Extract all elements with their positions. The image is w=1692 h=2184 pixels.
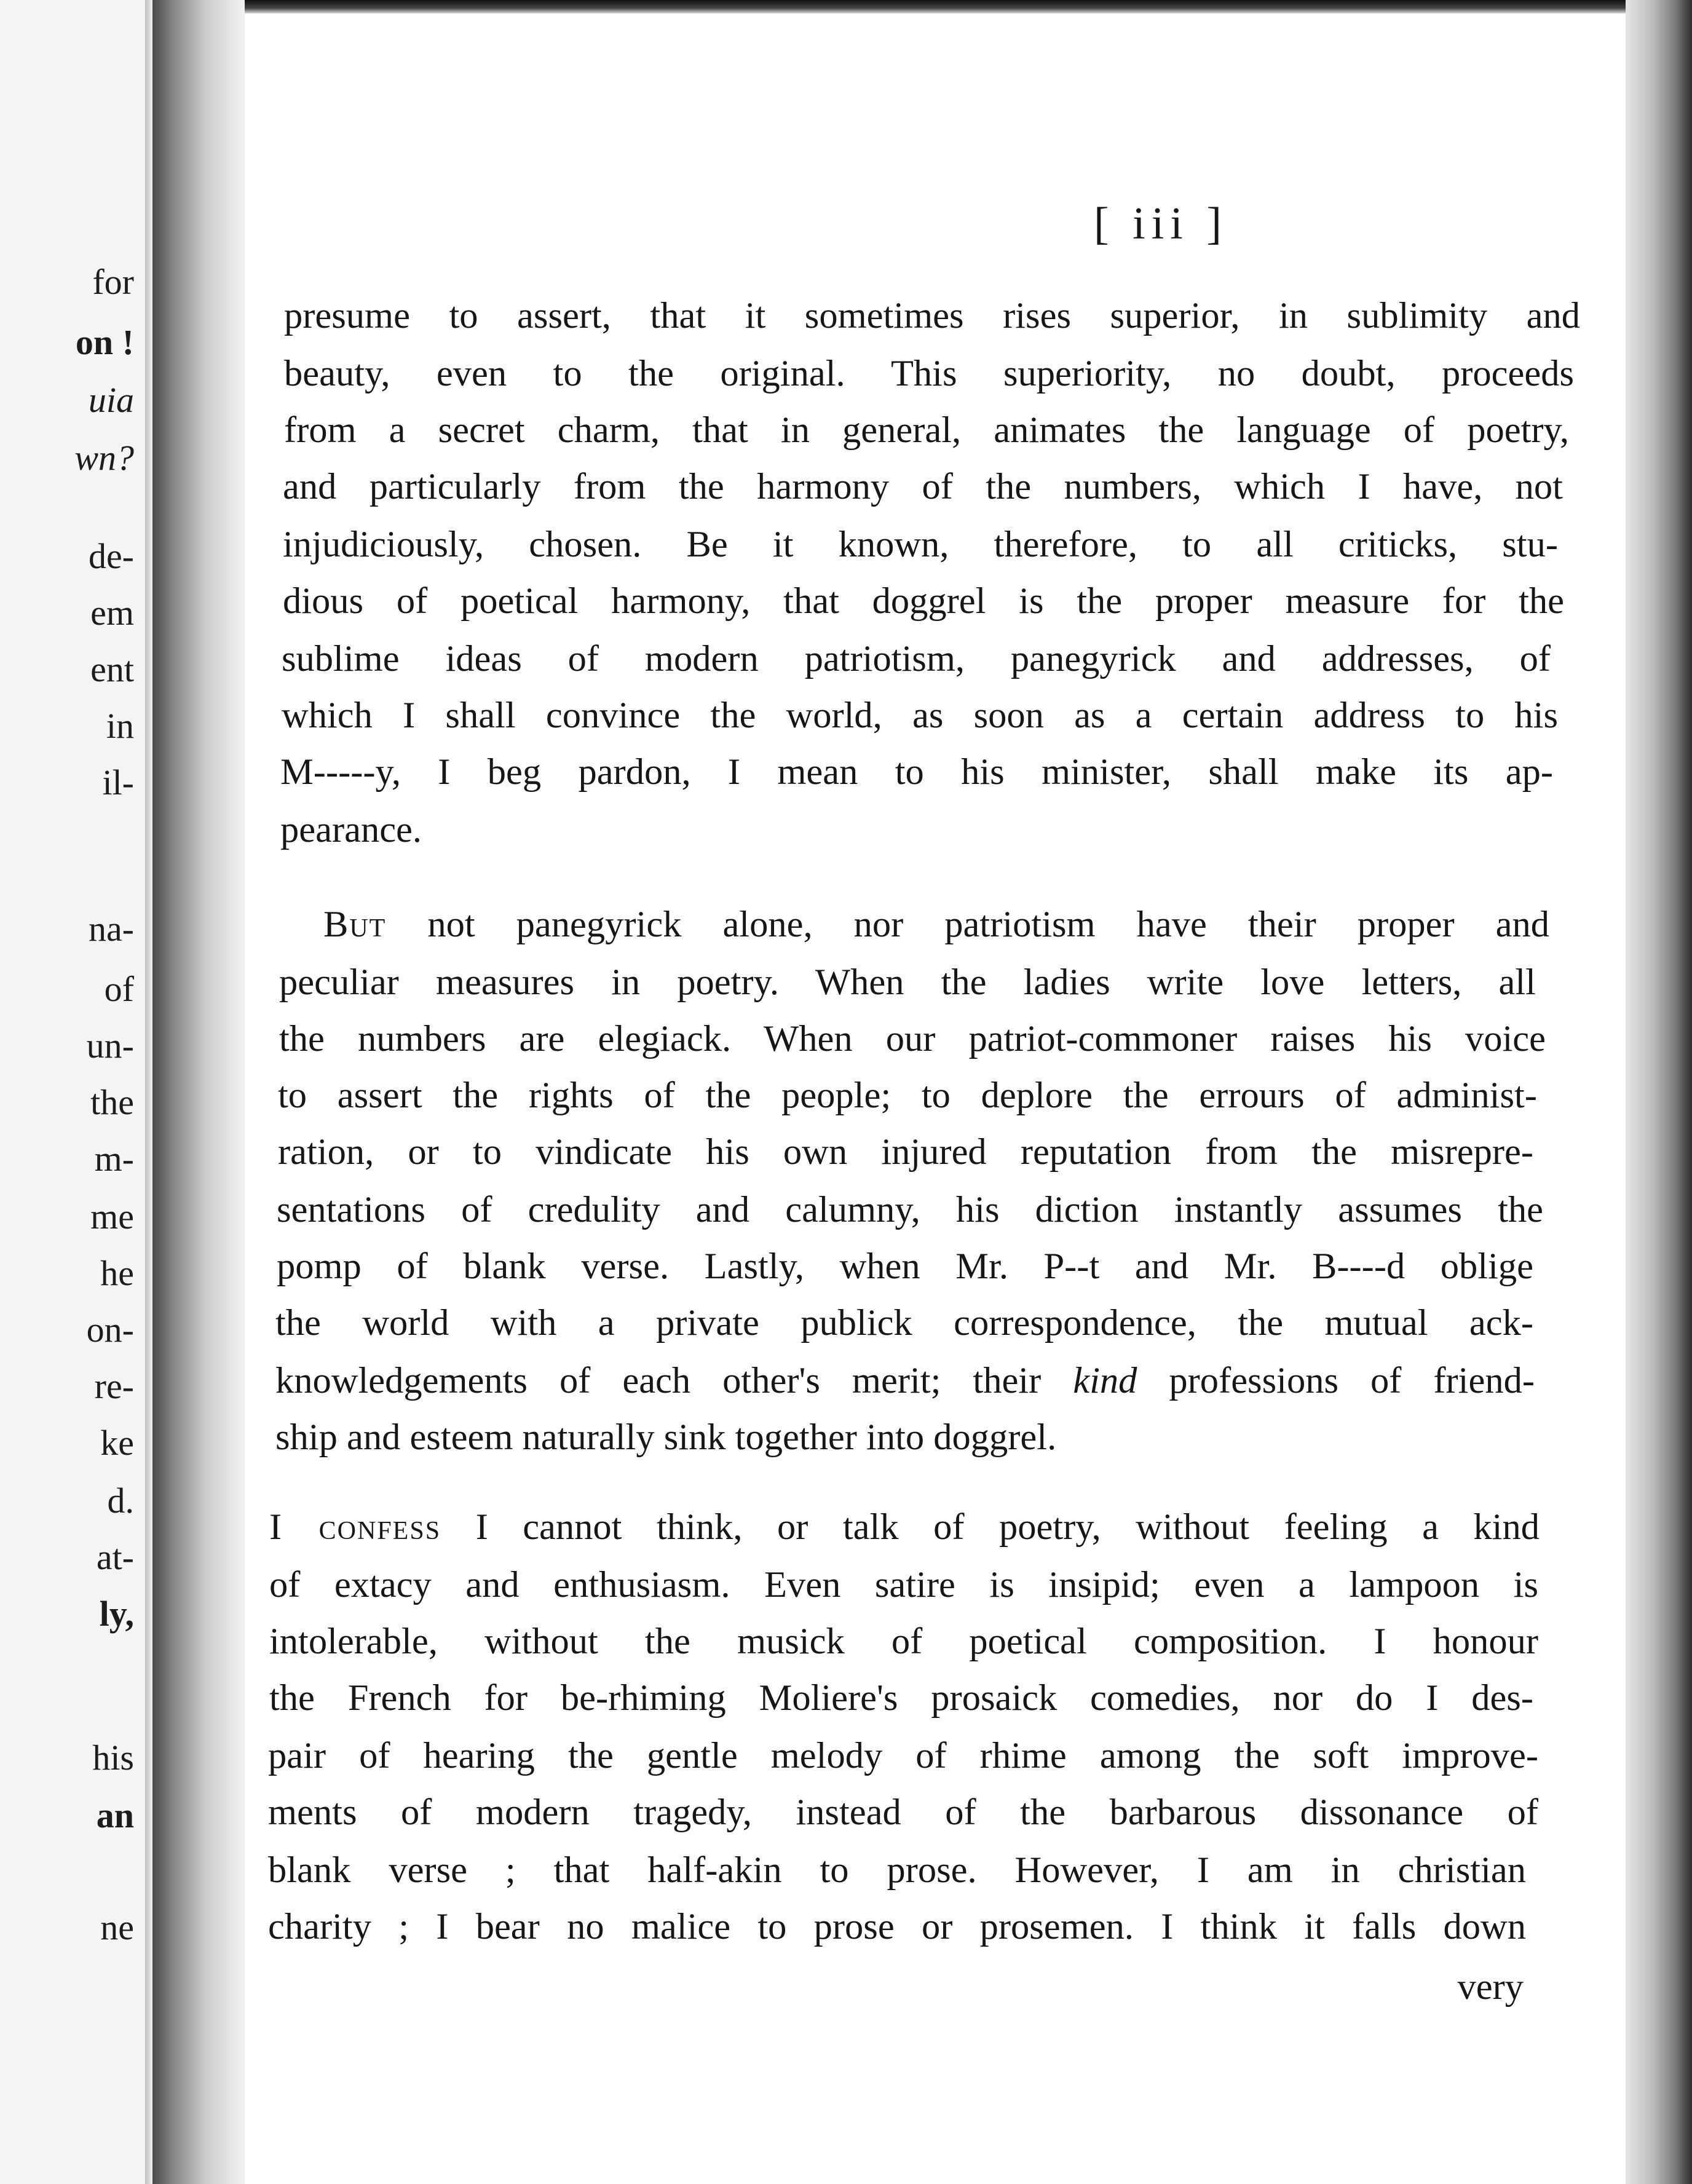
text-line: of extacy and enthusiasm. Even satire is insipid; even a lampoon is bbox=[269, 1564, 1538, 1605]
text-line: M-----y, I beg pardon, I mean to his minister, shall make its ap- bbox=[280, 751, 1553, 793]
text-line: pair of hearing the gentle melody of rhime among the soft improve- bbox=[268, 1735, 1538, 1776]
facing-page-line: re- bbox=[94, 1366, 134, 1406]
facing-page-line: ke bbox=[100, 1423, 134, 1463]
facing-page-line: em bbox=[90, 593, 134, 633]
facing-page-line: ne bbox=[100, 1907, 134, 1947]
facing-page-line: d. bbox=[107, 1481, 134, 1521]
text-line: ments of modern tragedy, instead of the barbarous dissonance of bbox=[268, 1792, 1538, 1833]
text-line: which I shall convince the world, as soon as a certain address to his bbox=[282, 695, 1558, 736]
text-line: dious of poetical harmony, that doggrel is the proper measure for the bbox=[283, 580, 1564, 622]
facing-page-line: on ! bbox=[75, 322, 134, 362]
text-line: peculiar measures in poetry. When the ladies write love letters, all bbox=[279, 962, 1536, 1003]
page-number: [ iii ] bbox=[1094, 199, 1228, 249]
text-line: pearance. bbox=[280, 809, 422, 850]
text-line: the world with a private publick correspondence, the mutual ack- bbox=[275, 1302, 1533, 1343]
text-line: I confess I cannot think, or talk of poetry, without feeling a kind bbox=[269, 1506, 1540, 1548]
facing-page-line: ent bbox=[90, 649, 134, 689]
catchword: very bbox=[1457, 1966, 1524, 2008]
facing-page-line: un- bbox=[86, 1026, 134, 1066]
facing-page-line: the bbox=[90, 1082, 134, 1122]
small-caps-lead: But bbox=[323, 904, 387, 945]
facing-page-line: ly, bbox=[99, 1594, 134, 1634]
facing-page-line: de- bbox=[88, 536, 134, 576]
italic-word: kind bbox=[1073, 1360, 1137, 1401]
facing-page-line: he bbox=[100, 1253, 134, 1293]
facing-page-line: in bbox=[106, 706, 134, 746]
facing-page-line: il- bbox=[102, 762, 134, 802]
facing-page-line: for bbox=[92, 262, 134, 302]
facing-page-line: me bbox=[90, 1197, 134, 1236]
text-line: ship and esteem naturally sink together into doggrel. bbox=[275, 1417, 1057, 1458]
text-line: blank verse ; that half-akin to prose. However, I am in christian bbox=[268, 1850, 1526, 1891]
page-top-edge bbox=[245, 0, 1692, 14]
facing-page-line: at- bbox=[96, 1537, 134, 1577]
text-line: presume to assert, that it sometimes rises superior, in sublimity and bbox=[284, 295, 1580, 336]
book-gutter-shadow bbox=[152, 0, 245, 2184]
text-line: injudiciously, chosen. Be it known, therefore, to all criticks, stu- bbox=[283, 524, 1558, 565]
facing-page-line: wn? bbox=[74, 438, 134, 478]
facing-page-line: an bbox=[96, 1795, 134, 1835]
text-line: to assert the rights of the people; to deplore the errours of administ- bbox=[278, 1075, 1537, 1116]
text-line: sublime ideas of modern patriotism, panegyrick and addresses, of bbox=[282, 638, 1551, 679]
text-line: intolerable, without the musick of poetical composition. I honour bbox=[269, 1621, 1538, 1662]
page-right-edge bbox=[1626, 0, 1692, 2184]
facing-page-fragment bbox=[0, 0, 145, 2184]
text-line: and particularly from the harmony of the numbers, which I have, not bbox=[283, 466, 1563, 507]
text-line: knowledgements of each other's merit; their kind professions of friend- bbox=[275, 1360, 1535, 1401]
facing-page-edge bbox=[145, 0, 152, 2184]
text-line: But not panegyrick alone, nor patriotism have their proper and bbox=[323, 904, 1549, 945]
facing-page-line: his bbox=[92, 1738, 134, 1778]
text-line: beauty, even to the original. This superiority, no doubt, proceeds bbox=[284, 353, 1574, 394]
facing-page-line: m- bbox=[94, 1139, 134, 1179]
text-line: from a secret charm, that in general, animates the language of poetry, bbox=[284, 410, 1569, 451]
facing-page-line: na- bbox=[88, 909, 134, 949]
facing-page-line: of bbox=[104, 969, 134, 1009]
text-line: ration, or to vindicate his own injured reputation from the misrepre- bbox=[278, 1131, 1533, 1173]
text-line: the numbers are elegiack. When our patriot-commoner raises his voice bbox=[279, 1018, 1546, 1059]
book-page bbox=[245, 14, 1626, 2184]
facing-page-line: on- bbox=[86, 1310, 134, 1350]
text-line: sentations of credulity and calumny, his diction instantly assumes the bbox=[277, 1189, 1543, 1230]
text-line: the French for be-rhiming Moliere's prosaick comedies, nor do I des- bbox=[269, 1677, 1533, 1719]
small-caps-lead: I confess bbox=[269, 1506, 441, 1548]
facing-page-line: uia bbox=[88, 380, 134, 420]
text-line: charity ; I bear no malice to prose or prosemen. I think it falls down bbox=[268, 1906, 1526, 1947]
text-line: pomp of blank verse. Lastly, when Mr. P--t and Mr. B----d oblige bbox=[277, 1246, 1533, 1287]
